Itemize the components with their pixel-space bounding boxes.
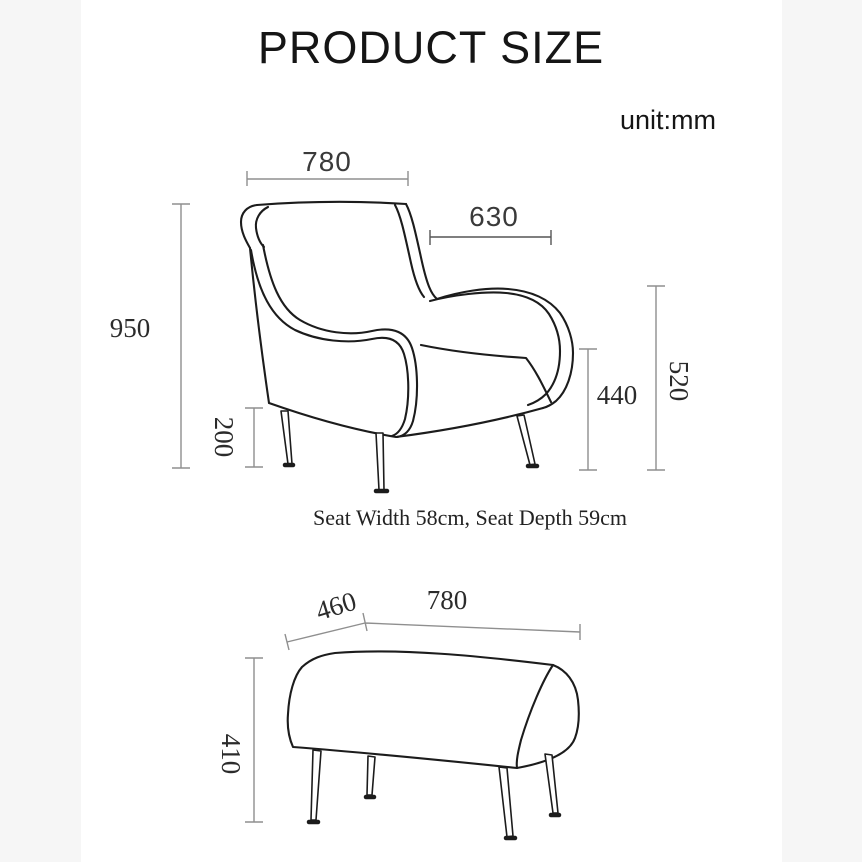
chair-left-arm-inner: [251, 250, 408, 436]
ottoman-legs: [311, 750, 558, 837]
chair-back-right-outer: [406, 204, 573, 408]
chair-roll-inner: [256, 207, 268, 247]
ottoman-dim-height: 410: [216, 733, 246, 775]
ottoman-drawing: [288, 651, 579, 838]
ottoman-dim-width: 780: [426, 585, 468, 615]
chair-back-top-edge: [257, 202, 406, 205]
chair-legs: [281, 411, 535, 490]
chair-dim-arm-height: 520: [664, 360, 694, 402]
chair-leg-right: [517, 415, 535, 465]
ottoman-leg-1: [311, 750, 321, 820]
chair-dim-top-width: 780: [302, 146, 352, 177]
chair-left-edge: [250, 248, 269, 403]
chair-seat-cushion: [421, 345, 551, 402]
ottoman-leg-4: [545, 754, 558, 813]
ottoman-body: [288, 651, 579, 768]
ottoman-leg-feet: [309, 797, 559, 838]
chair-dim-overall-height: 950: [109, 313, 151, 343]
armchair-drawing: [241, 202, 573, 491]
chair-roll-outer: [241, 205, 257, 248]
ottoman-leg-2: [367, 756, 375, 795]
chair-dim-leg-height: 200: [209, 416, 239, 458]
ottoman-front-corner-line: [517, 665, 553, 768]
page-title: PRODUCT SIZE: [257, 22, 605, 73]
chair-leg-back-left: [281, 411, 292, 464]
seat-note: Seat Width 58cm, Seat Depth 59cm: [313, 505, 627, 530]
chair-leg-front: [376, 433, 384, 490]
chair-dimension-lines: [172, 171, 665, 470]
ottoman-leg-3: [499, 767, 513, 837]
chair-leg-feet: [285, 465, 537, 491]
unit-label: unit:mm: [620, 105, 717, 135]
ottoman-dimension-lines: [245, 613, 580, 822]
ottoman-dim-depth: 460: [312, 585, 360, 627]
chair-dim-seat-height: 440: [596, 380, 638, 410]
chair-right-arm-inner: [430, 292, 560, 405]
chair-dim-arm-to-back: 630: [469, 201, 519, 232]
